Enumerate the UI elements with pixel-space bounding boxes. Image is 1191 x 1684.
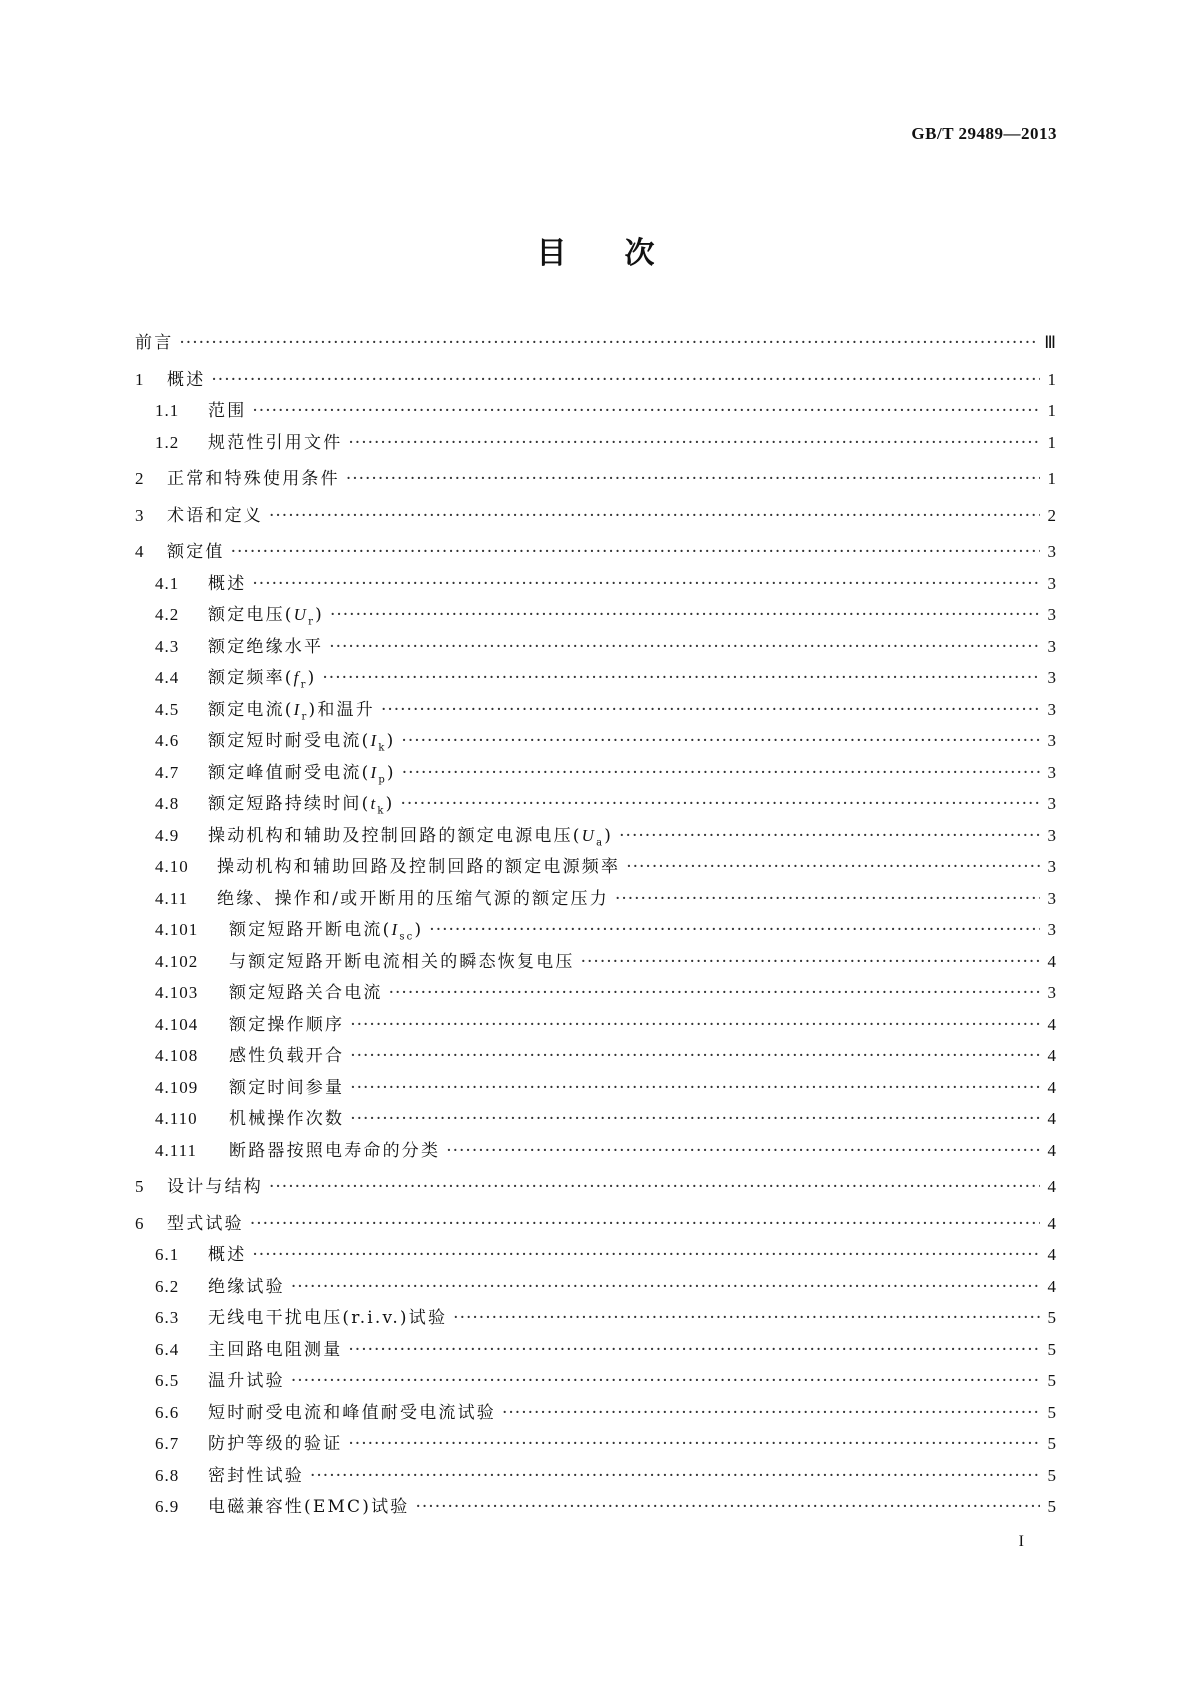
toc-entry-number: 4.109	[155, 1077, 199, 1097]
toc-leader-dots	[401, 731, 1040, 751]
toc-entry-symbol: U	[293, 605, 309, 624]
standard-code: GB/T 29489—2013	[911, 124, 1057, 143]
toc-entry-page: 4	[1047, 1177, 1056, 1196]
toc-entry-page: 4	[1047, 1046, 1056, 1065]
toc-entry-page: 1	[1047, 401, 1056, 420]
toc-entry-number: 6.1	[155, 1245, 180, 1264]
toc-leader-dots	[329, 637, 1040, 657]
toc-entry-page: 5	[1047, 1402, 1056, 1422]
toc-entry[interactable]	[135, 1073, 1056, 1105]
toc-entry-page: 4	[1047, 1014, 1056, 1034]
toc-entry-page: 5	[1047, 1434, 1056, 1453]
toc-entry-title	[208, 1398, 496, 1423]
toc-leader-dots	[446, 1141, 1040, 1161]
toc-entry-title	[229, 1073, 344, 1098]
toc-entry-title-text: 术语和定义	[167, 505, 263, 526]
toc-entry-page: 4	[1047, 1245, 1056, 1264]
toc-entry-number: 4.111	[155, 1140, 197, 1160]
toc-entry-title-tail: )	[315, 605, 324, 625]
toc-entry-symbol: I	[370, 762, 379, 782]
toc-entry[interactable]	[135, 537, 1056, 569]
toc-entry-number: 1.1	[155, 401, 180, 420]
toc-entry-title	[167, 1209, 244, 1234]
toc-entry-title	[167, 365, 205, 390]
toc-entry-title-text: 额定操作顺序	[229, 1014, 345, 1035]
toc-entry-symbol-subscript: r	[300, 679, 308, 691]
toc-entry-title	[135, 328, 173, 353]
toc-entry-title-text: 前言	[135, 333, 174, 353]
toc-leader-dots	[400, 794, 1040, 814]
toc-entry-number: 3	[135, 505, 145, 525]
toc-entry-number: 4.9	[155, 825, 180, 845]
toc-entry-title-text: 额定峰值耐受电流(	[208, 762, 371, 783]
toc-entry-title-text: 额定值	[167, 542, 225, 562]
toc-leader-dots	[381, 700, 1040, 720]
toc-entry-page: 3	[1047, 983, 1056, 1002]
toc-entry-title	[208, 1492, 410, 1517]
toc-entry-page: 3	[1047, 668, 1056, 687]
toc-entry-title-text: 感性负载开合	[229, 1046, 345, 1066]
toc-entry[interactable]	[135, 915, 1056, 947]
toc-entry-title	[208, 1335, 342, 1360]
toc-entry[interactable]	[135, 328, 1056, 360]
toc-entry-title-text: 电磁兼容性(EMC)试验	[208, 1497, 410, 1517]
toc-entry-symbol: I	[293, 699, 302, 719]
toc-entry[interactable]	[135, 884, 1056, 916]
toc-entry-title-tail: )和温升	[308, 699, 375, 720]
toc-entry[interactable]	[135, 1010, 1056, 1042]
toc-entry[interactable]	[135, 789, 1056, 821]
toc-leader-dots	[350, 1078, 1040, 1098]
toc-leader-dots	[581, 952, 1040, 972]
toc-entry-page: 5	[1047, 1339, 1056, 1359]
toc-entry-symbol: U	[581, 825, 597, 845]
toc-entry-number: 4.8	[155, 794, 180, 813]
toc-entry-title-text: 主回路电阻测量	[208, 1339, 343, 1360]
toc-entry[interactable]	[135, 1492, 1056, 1524]
toc-entry-page: 4	[1047, 1077, 1056, 1097]
toc-entry-page: 3	[1047, 605, 1056, 624]
toc-entry-symbol: f	[293, 668, 301, 687]
toc-entry-page: 3	[1047, 825, 1056, 845]
toc-entry-title	[208, 428, 342, 453]
toc-entry-page: 3	[1047, 888, 1056, 908]
toc-leader-dots	[252, 401, 1040, 421]
toc-entry-title-text: 额定绝缘水平	[208, 636, 324, 657]
toc-entry-title	[167, 501, 263, 526]
toc-entry-page: 1	[1047, 432, 1056, 452]
page-title: 目次	[536, 236, 713, 271]
toc-entry-title-text: 防护等级的验证	[208, 1434, 343, 1454]
toc-entry-number: 1.2	[155, 432, 180, 452]
toc-entry-title	[229, 978, 383, 1003]
toc-entry[interactable]	[135, 1136, 1056, 1168]
toc-entry-title	[229, 1041, 344, 1066]
toc-entry[interactable]	[135, 1461, 1056, 1493]
toc-entry-number: 6.9	[155, 1497, 180, 1516]
toc-entry-number: 6.3	[155, 1308, 180, 1327]
toc-entry-page: 4	[1047, 1276, 1056, 1296]
toc-entry-number: 4.3	[155, 636, 180, 656]
toc-entry-title-text: 范围	[208, 401, 247, 421]
toc-entry-number: 6.5	[155, 1371, 180, 1390]
toc-entry-title-text: 温升试验	[208, 1371, 285, 1391]
toc-entry-number: 4.104	[155, 1014, 199, 1034]
toc-entry-title-text: 额定频率(	[208, 668, 294, 688]
toc-entry-title	[208, 1461, 304, 1486]
toc-entry-number: 6.7	[155, 1434, 180, 1453]
toc-leader-dots	[348, 433, 1040, 453]
toc-entry-number: 4	[135, 542, 145, 561]
toc-leader-dots	[291, 1277, 1040, 1297]
toc-entry-symbol-subscript: k	[377, 805, 386, 817]
toc-entry[interactable]	[135, 428, 1056, 460]
toc-entry-page: 4	[1047, 1140, 1056, 1160]
toc-leader-dots	[346, 469, 1040, 489]
toc-entry-title	[229, 915, 423, 942]
toc-leader-dots	[269, 506, 1040, 526]
toc-entry-title	[229, 947, 575, 972]
toc-entry-title-text: 设计与结构	[167, 1177, 263, 1197]
toc-entry-symbol-subscript: a	[596, 836, 605, 848]
toc-leader-dots	[269, 1177, 1040, 1197]
toc-entry-title-text: 与额定短路开断电流相关的瞬态恢复电压	[229, 951, 575, 972]
toc-entry-number: 4.108	[155, 1046, 199, 1065]
toc-entry-title	[208, 663, 316, 690]
toc-entry[interactable]	[135, 569, 1056, 601]
toc-entry-title	[229, 1136, 440, 1161]
toc-leader-dots	[416, 1497, 1041, 1517]
toc-leader-dots	[502, 1403, 1040, 1423]
toc-entry-title-text: 概述	[208, 1245, 247, 1265]
toc-entry-title-text: 额定电压(	[208, 605, 294, 625]
toc-entry-title-text: 绝缘、操作和/或开断用的压缩气源的额定压力	[217, 888, 609, 909]
toc-entry-symbol-subscript: r	[301, 710, 309, 722]
toc-entry-page: 4	[1047, 1109, 1056, 1128]
toc-entry-number: 1	[135, 369, 145, 389]
toc-leader-dots	[252, 1245, 1040, 1265]
toc-leader-dots	[350, 1109, 1040, 1129]
toc-entry[interactable]	[135, 852, 1056, 884]
toc-entry-title	[208, 632, 323, 657]
toc-entry[interactable]	[135, 695, 1056, 727]
toc-entry-number: 6.2	[155, 1276, 180, 1296]
toc-entry[interactable]	[135, 758, 1056, 790]
toc-entry-title-tail: )	[414, 920, 424, 940]
toc-entry[interactable]	[135, 1366, 1056, 1398]
toc-entry[interactable]	[135, 1041, 1056, 1073]
toc-entry-symbol-subscript: sc	[399, 931, 415, 943]
toc-entry-page: 3	[1047, 857, 1056, 876]
toc-entry-title	[208, 1366, 285, 1391]
page-number: I	[1018, 1533, 1024, 1550]
toc-leader-dots	[291, 1371, 1040, 1391]
toc-entry-title	[208, 1240, 246, 1265]
toc-entry-number: 4.101	[155, 920, 199, 939]
toc-entry-page: 3	[1047, 794, 1056, 813]
toc-entry-number: 6	[135, 1213, 145, 1233]
toc-entry[interactable]	[135, 1209, 1056, 1241]
toc-entry-title	[208, 396, 246, 421]
toc-entry-page: 3	[1047, 636, 1056, 656]
toc-leader-dots	[402, 763, 1040, 783]
toc-leader-dots	[231, 542, 1040, 562]
toc-entry-number: 4.1	[155, 573, 180, 593]
toc-entry-title-tail: )	[604, 825, 614, 846]
toc-entry-title	[167, 537, 225, 562]
toc-entry-title-text: 额定电流(	[208, 699, 294, 720]
toc-entry-page: 3	[1047, 573, 1056, 593]
toc-entry-title-text: 额定短时耐受电流(	[208, 731, 371, 751]
toc-leader-dots	[350, 1015, 1040, 1035]
toc-entry-symbol-subscript: p	[378, 773, 387, 785]
toc-entry-page: 5	[1047, 1371, 1056, 1390]
toc-entry-title	[167, 1172, 263, 1197]
toc-entry-title	[208, 1429, 342, 1454]
toc-entry-number: 4.2	[155, 605, 180, 624]
toc-entry[interactable]	[135, 1240, 1056, 1272]
toc-entry-title-tail: )	[386, 731, 396, 751]
toc-entry-title-text: 机械操作次数	[229, 1109, 345, 1129]
toc-leader-dots	[389, 983, 1040, 1003]
toc-entry-symbol-subscript: k	[378, 742, 387, 754]
toc-entry-title-text: 操动机构和辅助及控制回路的额定电源电压(	[208, 825, 582, 846]
toc-entry-page: 5	[1047, 1497, 1056, 1516]
toc-leader-dots	[211, 370, 1040, 390]
toc-entry[interactable]	[135, 663, 1056, 695]
toc-entry-title-text: 额定短路持续时间(	[208, 794, 371, 814]
toc-entry-title	[208, 789, 394, 816]
toc-entry-title	[208, 1303, 447, 1328]
toc-entry-title-text: 密封性试验	[208, 1465, 304, 1486]
toc-entry-title-text: 额定短路关合电流	[229, 983, 383, 1003]
toc-leader-dots	[348, 1340, 1040, 1360]
toc-entry-page: 3	[1047, 699, 1056, 719]
toc-entry[interactable]	[135, 821, 1056, 853]
toc-entry[interactable]	[135, 1398, 1056, 1430]
toc-entry-number: 6.8	[155, 1465, 180, 1485]
toc-entry-title-text: 短时耐受电流和峰值耐受电流试验	[208, 1402, 496, 1423]
toc-entry-title-text: 断路器按照电寿命的分类	[229, 1140, 441, 1161]
toc-entry-title	[217, 852, 620, 877]
toc-entry-symbol-subscript: r	[308, 616, 316, 628]
toc-entry-title	[229, 1010, 344, 1035]
toc-entry[interactable]	[135, 600, 1056, 632]
toc-leader-dots	[310, 1466, 1040, 1486]
toc-entry-title-tail: )	[386, 762, 396, 783]
toc-entry-title	[217, 884, 609, 909]
toc-leader-dots	[348, 1434, 1040, 1454]
toc-entry-number: 6.4	[155, 1339, 180, 1359]
toc-entry[interactable]	[135, 1104, 1056, 1136]
toc-entry-title	[208, 695, 375, 722]
toc-entry-number: 2	[135, 469, 145, 488]
toc-entry-symbol: t	[370, 794, 378, 813]
toc-entry-symbol: I	[391, 920, 400, 939]
toc-entry-number: 5	[135, 1177, 145, 1196]
toc-entry-number: 4.7	[155, 762, 180, 782]
table-of-contents	[135, 328, 1056, 1524]
toc-entry-title-tail: )	[385, 794, 395, 814]
toc-entry[interactable]	[135, 1429, 1056, 1461]
toc-entry-page: 1	[1047, 469, 1056, 488]
toc-entry-title	[208, 600, 324, 627]
toc-entry-title-text: 概述	[167, 369, 206, 390]
toc-leader-dots	[626, 857, 1040, 877]
toc-entry-title-text: 规范性引用文件	[208, 432, 343, 453]
toc-entry-page: 5	[1047, 1308, 1056, 1327]
toc-entry[interactable]	[135, 978, 1056, 1010]
toc-entry-title	[229, 1104, 344, 1129]
toc-entry[interactable]	[135, 1303, 1056, 1335]
toc-entry-title-text: 无线电干扰电压(r.i.v.)试验	[208, 1308, 448, 1328]
toc-entry-page: 3	[1047, 920, 1056, 939]
toc-entry-page: 4	[1047, 951, 1056, 971]
toc-entry-page: 3	[1047, 762, 1056, 782]
toc-entry[interactable]	[135, 396, 1056, 428]
toc-entry[interactable]	[135, 632, 1056, 664]
toc-entry-title-text: 操动机构和辅助回路及控制回路的额定电源频率	[217, 857, 621, 877]
toc-entry-page: 4	[1047, 1213, 1056, 1233]
toc-entry-number: 4.102	[155, 951, 199, 971]
toc-leader-dots	[429, 920, 1040, 940]
toc-entry-number: 4.6	[155, 731, 180, 750]
toc-entry-title	[208, 569, 246, 594]
toc-entry-number: 4.11	[155, 888, 189, 908]
toc-leader-dots	[322, 668, 1040, 688]
toc-entry-number: 4.5	[155, 699, 180, 719]
toc-entry-page: 1	[1047, 369, 1056, 389]
toc-entry[interactable]	[135, 1272, 1056, 1304]
toc-leader-dots	[330, 605, 1040, 625]
toc-leader-dots	[250, 1214, 1040, 1234]
toc-entry-symbol: I	[370, 731, 379, 750]
toc-entry[interactable]	[135, 464, 1056, 496]
toc-entry[interactable]	[135, 1172, 1056, 1204]
toc-entry-page: Ⅲ	[1044, 333, 1056, 352]
toc-leader-dots	[453, 1308, 1040, 1328]
toc-entry-number: 6.6	[155, 1402, 180, 1422]
toc-entry[interactable]	[135, 1335, 1056, 1367]
toc-entry-title-text: 正常和特殊使用条件	[167, 469, 340, 489]
toc-leader-dots	[619, 826, 1040, 846]
toc-entry-title-text: 型式试验	[167, 1213, 244, 1234]
toc-entry-title	[208, 821, 613, 848]
toc-entry-title-text: 额定短路开断电流(	[229, 920, 392, 940]
toc-entry-number: 4.110	[155, 1109, 198, 1128]
toc-leader-dots	[615, 889, 1040, 909]
toc-entry-title	[208, 1272, 285, 1297]
toc-entry-page: 3	[1047, 731, 1056, 750]
toc-entry[interactable]	[135, 365, 1056, 397]
toc-entry-title-text: 概述	[208, 573, 247, 594]
toc-entry-number: 4.103	[155, 983, 199, 1002]
toc-entry-page: 2	[1047, 505, 1056, 525]
toc-entry[interactable]	[135, 726, 1056, 758]
toc-entry-title-text: 额定时间参量	[229, 1077, 345, 1098]
toc-entry-title-tail: )	[307, 668, 317, 688]
toc-entry-page: 5	[1047, 1465, 1056, 1485]
toc-entry-page: 3	[1047, 542, 1056, 561]
toc-leader-dots	[179, 333, 1038, 353]
toc-entry-number: 4.4	[155, 668, 180, 687]
toc-entry-title	[167, 464, 340, 489]
toc-entry-title	[208, 726, 395, 753]
toc-entry[interactable]	[135, 947, 1056, 979]
toc-entry[interactable]	[135, 501, 1056, 533]
toc-entry-number: 4.10	[155, 857, 189, 876]
toc-entry-title	[208, 758, 396, 785]
toc-leader-dots	[252, 574, 1040, 594]
toc-entry-title-text: 绝缘试验	[208, 1276, 285, 1297]
toc-leader-dots	[350, 1046, 1040, 1066]
